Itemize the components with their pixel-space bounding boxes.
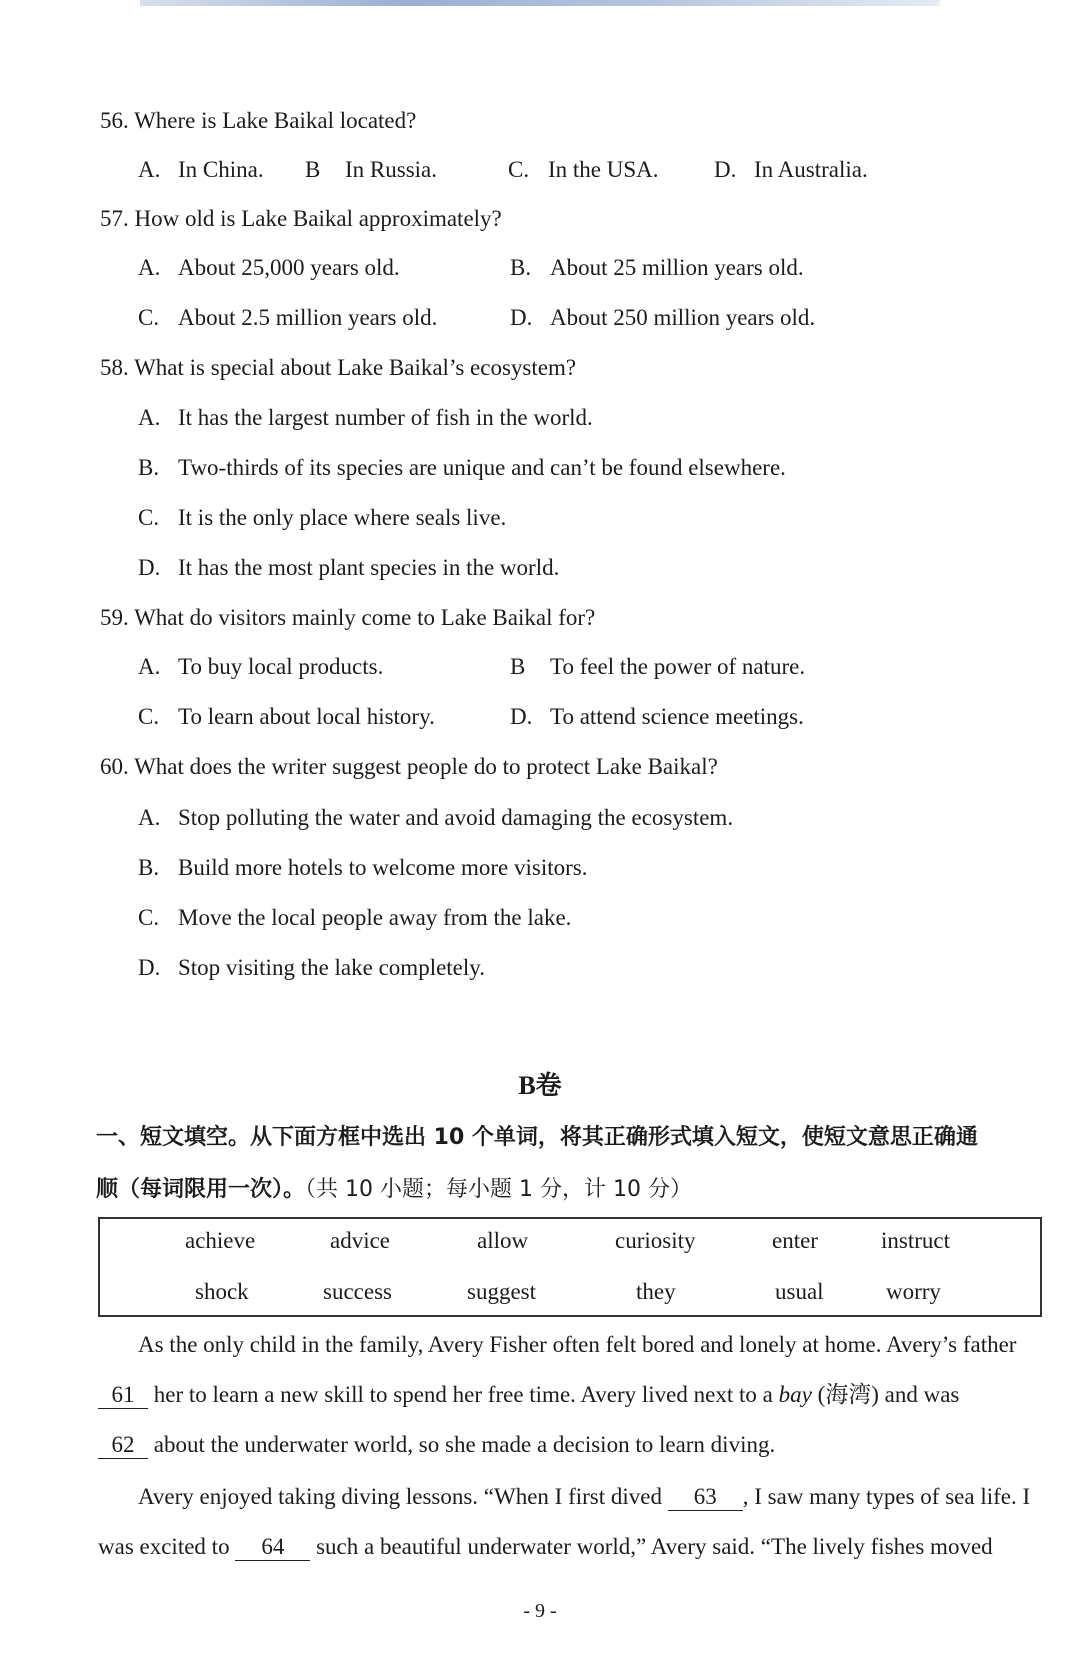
option-letter: D. (510, 704, 533, 729)
option-56-b (305, 155, 437, 185)
option-letter: C. (138, 905, 160, 930)
option-letter: A. (138, 157, 161, 182)
question-number: 57. (100, 206, 129, 231)
option-57-a (138, 253, 400, 283)
option-60-b (138, 853, 587, 883)
option-letter: C. (138, 704, 160, 729)
option-letter: A. (138, 654, 161, 679)
passage-text: As the only child in the family, Avery Fisher often felt bored and lonely at home. Avery’s father (138, 1332, 1017, 1357)
word-box-item: allow (477, 1228, 529, 1253)
option-57-d (510, 303, 815, 333)
passage-text: her to learn a new skill to spend her free time. Avery lived next to a (148, 1382, 779, 1407)
question-number: 58. (100, 355, 129, 380)
passage-text: such a beautiful underwater world,” Avery said. “The lively fishes moved (310, 1534, 993, 1559)
instruction-text: 顺（每词限用一次）。 (96, 1177, 306, 1202)
option-text: In Russia. (345, 157, 437, 182)
option-letter: D. (138, 555, 161, 580)
word-box-item: achieve (185, 1228, 256, 1253)
instruction-line-2 (96, 1175, 692, 1205)
option-60-d (138, 953, 485, 983)
option-60-a (138, 803, 733, 833)
word-box-item: success (323, 1279, 392, 1304)
option-letter: D. (510, 305, 533, 330)
option-text: In Australia. (754, 157, 868, 182)
option-letter: D. (138, 955, 161, 980)
option-letter: C. (138, 305, 160, 330)
option-text: Stop polluting the water and avoid damaging the ecosystem. (178, 805, 734, 830)
option-letter: C. (138, 505, 160, 530)
option-text: To buy local products. (178, 654, 384, 679)
option-56-d (714, 155, 868, 185)
option-text: It is the only place where seals live. (178, 505, 507, 530)
option-60-c (138, 903, 571, 933)
option-letter: B. (138, 855, 160, 880)
option-text: About 2.5 million years old. (178, 305, 438, 330)
option-59-a (138, 652, 383, 682)
option-text: Stop visiting the lake completely. (178, 955, 486, 980)
option-text: To feel the power of nature. (550, 654, 806, 679)
option-56-a (138, 155, 264, 185)
option-59-b (510, 652, 805, 682)
question-text: What does the writer suggest people do to protect Lake Baikal? (134, 754, 718, 779)
blank-64: 64 (235, 1534, 310, 1561)
option-letter: B. (138, 455, 160, 480)
option-57-c (138, 303, 437, 333)
question-text: What is special about Lake Baikal’s ecosystem? (134, 355, 577, 380)
question-text: Where is Lake Baikal located? (134, 108, 417, 133)
section-title: B卷 (518, 1071, 562, 1100)
option-58-c (138, 503, 506, 533)
instruction-scoring: （共 10 小题；每小题 1 分，计 10 分） (305, 1177, 692, 1202)
blank-61: 61 (98, 1382, 148, 1409)
option-59-d (510, 702, 804, 732)
option-58-a (138, 403, 593, 433)
page-number: - 9 - (523, 1600, 557, 1622)
option-text: It has the largest number of fish in the world. (178, 405, 593, 430)
passage-line (138, 1482, 1030, 1512)
option-text: About 25,000 years old. (178, 255, 400, 280)
word-box-item: usual (775, 1279, 824, 1304)
option-text: To learn about local history. (178, 704, 435, 729)
question-57 (100, 204, 502, 234)
word-box-item: curiosity (615, 1228, 696, 1253)
passage-text: (海湾) and was (811, 1382, 960, 1407)
passage-line (98, 1430, 775, 1460)
word-box-item: enter (772, 1228, 818, 1253)
passage-text: was excited to (98, 1534, 236, 1559)
option-letter: A. (138, 255, 161, 280)
word-box-item: advice (330, 1228, 391, 1253)
option-text: Move the local people away from the lake. (178, 905, 572, 930)
question-text: What do visitors mainly come to Lake Baikal for? (134, 605, 596, 630)
option-letter: B (305, 157, 321, 182)
question-number: 59. (100, 605, 129, 630)
instruction-line-1 (96, 1123, 978, 1153)
blank-63: 63 (668, 1484, 743, 1511)
option-letter: A. (138, 405, 161, 430)
option-57-b (510, 253, 804, 283)
question-number: 60. (100, 754, 129, 779)
word-box-item: shock (195, 1279, 249, 1304)
question-59 (100, 603, 595, 633)
option-letter: A. (138, 805, 161, 830)
instruction-text: 一、短文填空。从下面方框中选出 10 个单词，将其正确形式填入短文，使短文意思正确通 (96, 1125, 978, 1150)
word-box-item: suggest (467, 1279, 536, 1304)
option-text: To attend science meetings. (550, 704, 804, 729)
option-letter: B. (510, 255, 532, 280)
passage-line (98, 1532, 993, 1562)
option-59-c (138, 702, 435, 732)
question-60 (100, 752, 718, 782)
passage-text: about the underwater world, so she made a decision to learn diving. (148, 1432, 776, 1457)
passage-text: Avery enjoyed taking diving lessons. “When I first dived (138, 1484, 668, 1509)
option-letter: B (510, 654, 526, 679)
option-58-b (138, 453, 786, 483)
option-56-c (508, 155, 659, 185)
option-text: About 250 million years old. (550, 305, 816, 330)
option-letter: D. (714, 157, 737, 182)
option-text: In the USA. (548, 157, 659, 182)
passage-line (138, 1330, 1016, 1360)
passage-line (98, 1380, 959, 1410)
question-text: How old is Lake Baikal approximately? (134, 206, 502, 231)
word-box-item: worry (886, 1279, 941, 1304)
passage-italic-word: bay (778, 1382, 812, 1407)
option-text: In China. (178, 157, 264, 182)
option-text: About 25 million years old. (550, 255, 804, 280)
word-box-item: instruct (881, 1228, 950, 1253)
option-text: Build more hotels to welcome more visitors. (178, 855, 588, 880)
question-number: 56. (100, 108, 129, 133)
option-text: Two-thirds of its species are unique and can’t be found elsewhere. (178, 455, 786, 480)
question-56 (100, 106, 416, 136)
option-58-d (138, 553, 559, 583)
option-letter: C. (508, 157, 530, 182)
blank-62: 62 (98, 1432, 148, 1459)
word-box-item: they (636, 1279, 676, 1304)
passage-text: , I saw many types of sea life. I (742, 1484, 1031, 1509)
option-text: It has the most plant species in the world. (178, 555, 560, 580)
question-58 (100, 353, 576, 383)
